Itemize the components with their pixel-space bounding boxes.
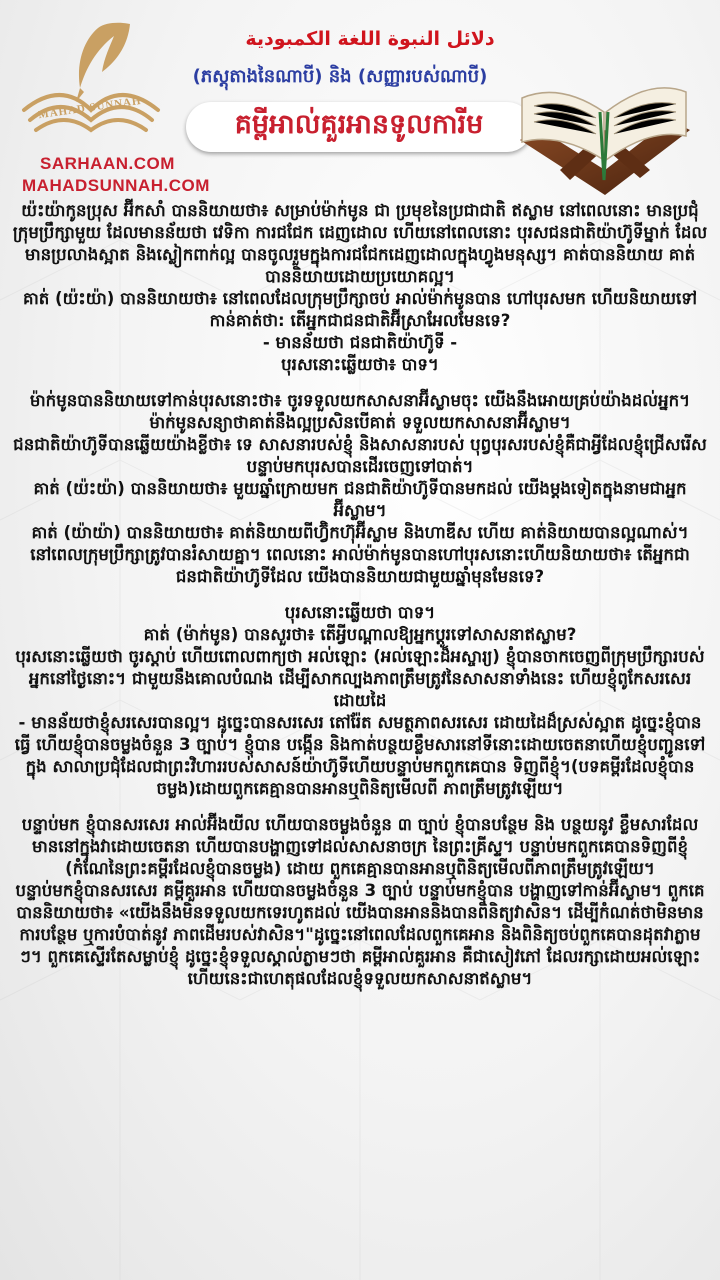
paragraph-7: គាត់ (យ៉ះយ៉ា) បាននិយាយថា៖ មួយឆ្នាំក្រោយមក ជនជាតិយ៉ាហ៊ូទីបានមកដល់ យើងម្តងទៀតក្នុងនាមជាអ្នកអ៊ីស្លាម។ bbox=[33, 479, 687, 520]
paragraph-12: - មានន័យថាខ្ញុំសរសេរបានល្អ។ ដូច្នេះបានសរសេរ តៅរ៉ែត សមត្ថភាពសរសេរ ដោយដៃដ៏ស្រស់ស្អាត ដូច្នេះខ្ញុំបានធ្វើ ហើយខ្ញុំបានចម្លងចំនួន 3 ច្បាប់។ ខ្ញុំបាន បង្កើន និងកាត់បន្ថយខ្លឹមសារនៅទីនោះដោយចេតនាហើយខ្ញុំបញ្ជូនទៅក្នុង សាលាប្រជុំដែលជាព្រះវិហាររបស់សាសន៍យ៉ាហ៊ូទីហើយបន្ទាប់មកពួកគេបាន ទិញពីខ្ញុំ។(បទគម្ពីរដែលខ្ញុំបានចម្លង)ដោយពួកគេគ្មានបានអានឬពិនិត្យមើលពី ភាពត្រឹមត្រូវឡើយ។ bbox=[14, 713, 706, 798]
banner-text: គម្ពីអាល់គួរអានទូលការីម bbox=[234, 108, 484, 140]
paragraph-4: បុរសនោះឆ្លើយថា៖ បាទ។ bbox=[281, 355, 439, 374]
paragraph-8: គាត់ (យ៉ាយ៉ា) បាននិយាយថា៖ គាត់និយាយពីហ្វ៊ិកហ៊ុអ៊ីស្លាម និងហាឌីស ហើយ គាត់និយាយបានល្អណាស់។នៅពេលក្រុមប្រឹក្សាត្រូវបានរំសាយគ្នា។ ពេលនោះ អាល់ម៉ាក់មូនបានហៅបុរសនោះហើយនិយាយថា៖ តើអ្នកជាជនជាតិយ៉ាហ៊ូទីដែល យើងបាននិយាយជាមួយឆ្នាំមុនមែនទេ? bbox=[30, 523, 690, 586]
arabic-title: دلائل النبوة اللغة الكمبودية bbox=[245, 28, 495, 50]
paragraph-14: បន្ទាប់មកខ្ញុំបានសរសេរ គម្ពីគួរអាន ហើយបានចម្លងចំនួន 3 ច្បាប់ បន្ទាប់មកខ្ញុំបាន បង្ហាញទៅកាន់អ៊ីស្លាម។ ពួកគេបាននិយាយថា៖ «យើងនឹងមិនទទួលយកទេរហូតដល់ យើងបានអាននិងបានពិនិត្យវាសិន។ ដើម្បីកំណត់ថាមិនមាន ការបន្ថែម ឬការបំបាត់នូវ ភាពដើមរបស់វាសិន។"ដូច្នេះនៅពេលដែលពួកគេអាន និងពិនិត្យចប់ពួកគេបានដុតវាភ្លាម ៗ។ ពួកគេស្ទើរតែសម្លាប់ខ្ញុំ ដូច្នេះខ្ញុំទទួលស្គាល់ភ្លាមៗថា គម្ពីអាល់គួរអាន គឺជាសៀវភៅ ដែលរក្សាដោយអល់ឡោះហើយនេះជាហេតុផលដែលខ្ញុំទទួលយកសាសនាឥស្លាម។ bbox=[15, 881, 705, 988]
paragraph-10: គាត់ (ម៉ាក់មូន) បានសួរថា៖ តើអ្វីបណ្តាលឱ្យអ្នកប្តូរទៅសាសនាឥស្លាម? bbox=[143, 625, 577, 644]
website-mahadsunnah[interactable]: MAHADSUNNAH.COM bbox=[22, 176, 210, 195]
subtitle: (ភស្តុតាងនៃណាបី) និង (សញ្ញារបស់ណាបី) bbox=[192, 66, 488, 87]
logo-text: MAHAD SUNNAH bbox=[37, 94, 143, 122]
quran-stand-icon bbox=[500, 20, 710, 210]
paragraph-11: បុរសនោះឆ្លើយថា ចូរស្តាប់ ហើយពោលពាក្យថា អល់ឡោះ (អល់ឡោះដ៏អស្ចារ្យ) ខ្ញុំបានចាកចេញពីក្រុមប្រឹក្សារបស់អ្នកនៅថ្ងៃនោះ។ ជាមួយនឹងគោលបំណង ដើម្បីសាកល្បងភាពត្រឹមត្រូវនៃសាសនាទាំងនេះ ហើយខ្ញុំពូកែសរសេរដោយដៃ bbox=[15, 647, 705, 710]
paragraph-1: យ៉ះយ៉ាកូនប្រុស អ៊ីកសាំ បាននិយាយថា៖ សម្រាប់ម៉ាក់មូន ជា ប្រមុខនៃប្រជាជាតិ ឥស្លាម នៅពេលនោះ មានប្រជុំក្រុមប្រឹក្សាមួយ ដែលមានន័យថា វេទិកា ការជជែក ដេញដោល ហើយនៅពេលនោះ បុរសជនជាតិយ៉ាហ៊ូទីម្នាក់ ដែលមានប្រលាងស្អាត និងស្លៀកពាក់ល្អ បានចូលរួមក្នុងការជជែកដេញដោលក្នុងហ្វូងមនុស្ស។ គាត់បាននិយាយ គាត់បាននិយាយដោយប្រយោគល្អ។ bbox=[12, 201, 708, 286]
article-body bbox=[12, 200, 708, 990]
paragraph-2: គាត់ (យ៉ះយ៉ា) បាននិយាយថា៖ នៅពេលដែលក្រុមប្រឹក្សាចប់ អាល់ម៉ាក់មូនបាន ហៅបុរសមក ហើយនិយាយទៅកាន់គាត់ថា: តើអ្នកជាជនជាតិអ៊ីស្រាអែលមែនទេ? bbox=[22, 289, 698, 330]
website-sarhaan[interactable]: SARHAAN.COM bbox=[40, 154, 175, 173]
title-banner bbox=[186, 102, 532, 152]
paragraph-6: ជនជាតិយ៉ាហ៊ូទីបានឆ្លើយយ៉ាងខ្លីថា៖ ទេ សាសនារបស់ខ្ញុំ និងសាសនារបស់ បុព្វបុរសរបស់ខ្ញុំគឺជាអ្វីដែលខ្ញុំជ្រើសរើស បន្ទាប់មកបុរសបានដើរចេញទៅបាត់។ bbox=[13, 435, 707, 476]
paragraph-5: ម៉ាក់មូនបាននិយាយទៅកាន់បុរសនោះថា៖ ចូរទទួលយកសាសនាអ៊ីស្លាមចុះ យើងនឹងអោយគ្រប់យ៉ាងដល់អ្នក។ម៉ាក់មូនសន្យាថាគាត់នឹងល្អប្រសិនបើគាត់ ទទួលយកសាសនាអ៊ីស្លាម។ bbox=[29, 391, 691, 432]
paragraph-9: បុរសនោះឆ្លើយថា បាទ។ bbox=[284, 603, 436, 622]
paragraph-3: - មានន័យថា ជនជាតិយ៉ាហ៊ូទី - bbox=[262, 333, 458, 352]
paragraph-13: បន្ទាប់មក ខ្ញុំបានសរសេរ អាល់អ៊ីងយីល ហើយបានចម្លងចំនួន ៣ ច្បាប់ ខ្ញុំបានបន្ថែម និង បន្ថយនូវ ខ្លឹមសារដែលមាននៅក្នុងវាដោយចេតនា ហើយបានបង្ហាញទៅដល់សាសនាចក្រ នៃព្រះគ្រីស្ទ។ បន្ទាប់មកពួកគេបានទិញពីខ្ញុំ (កំណែនៃព្រះគម្ពីរដែលខ្ញុំបានចម្លង) ដោយ ពួកគេគ្មានបានអានឬពិនិត្យមើលពីភាពត្រឹមត្រូវឡើយ។ bbox=[21, 815, 699, 878]
